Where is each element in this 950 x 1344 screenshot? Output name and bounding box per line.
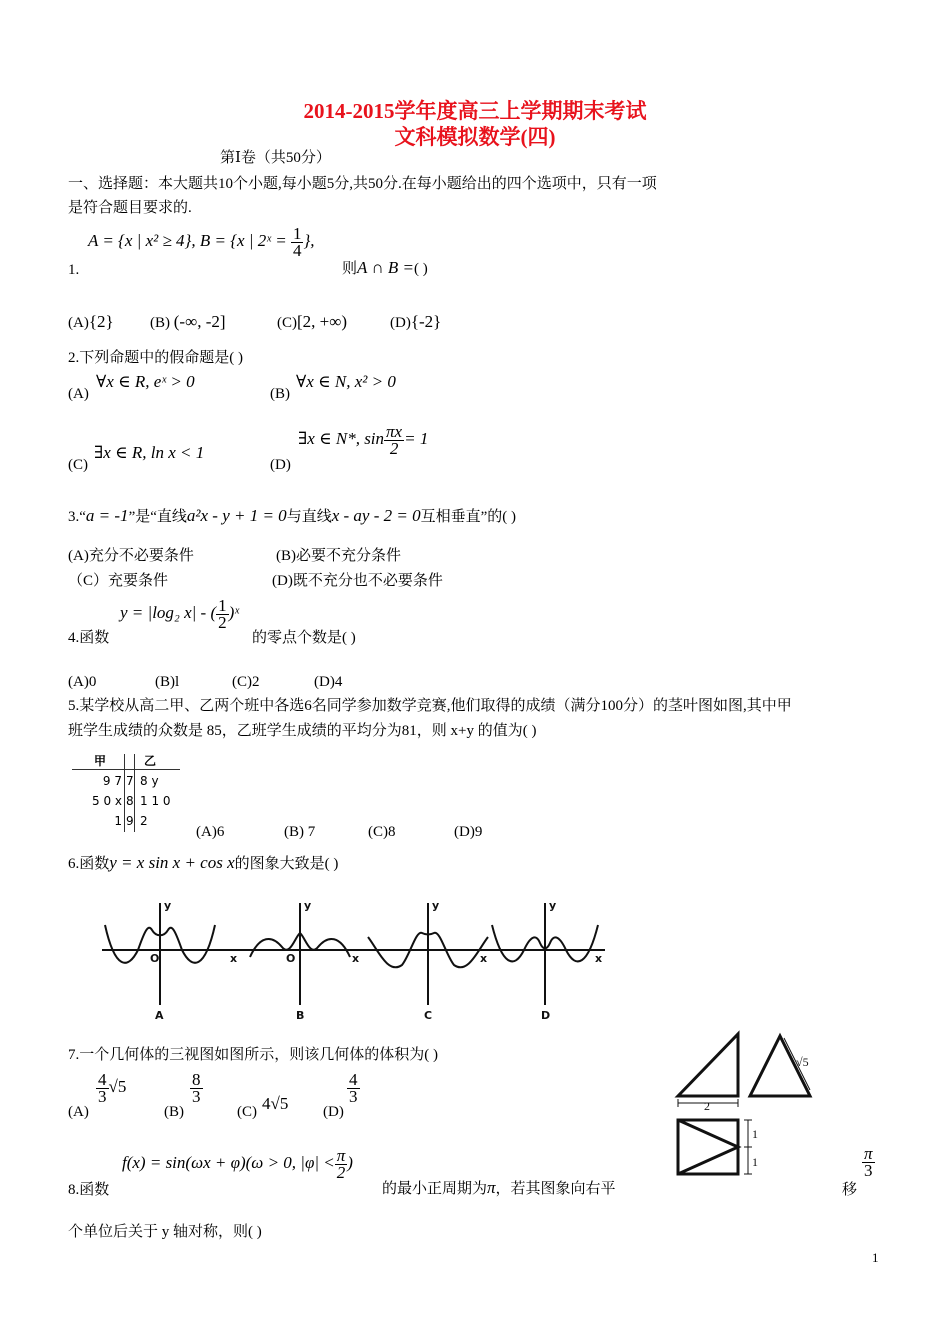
stem-row-3-left: 1 <box>114 814 122 828</box>
graph-a-y-label: y <box>164 899 172 912</box>
q5-line-2: 班学生成绩的众数是 85，乙班学生成绩的平均分为81，则 x+y 的值为( ) <box>68 723 537 739</box>
q3-option-c: （C）充要条件 <box>68 573 169 589</box>
q7-option-c: 4√5 <box>262 1094 289 1113</box>
stem-divider-vertical <box>124 754 125 832</box>
graph-label-a: A <box>155 1009 164 1022</box>
q5-option-b: (B) 7 <box>284 824 316 840</box>
q8-prefix: 8.函数 <box>68 1182 110 1198</box>
view-label-sqrt5: √5 <box>796 1055 809 1069</box>
front-view <box>678 1034 738 1096</box>
view-label-1b: 1 <box>752 1155 758 1169</box>
q1-option-a: (A){2} <box>68 312 114 331</box>
stem-row-1-stem: 7 <box>126 774 134 788</box>
q2-option-b-label: (B) <box>270 386 290 402</box>
q6-graphs <box>100 895 610 1025</box>
exam-title: 2014-2015学年度高三上学期期末考试 <box>303 99 647 123</box>
graph-label-b: B <box>296 1009 305 1022</box>
view-label-2: 2 <box>704 1099 710 1113</box>
q1-question: 则A ∩ B =( ) <box>342 258 428 277</box>
q5-option-d: (D)9 <box>454 824 483 840</box>
graph-a-x-label: x <box>230 952 238 965</box>
graph-b-x-label: x <box>352 952 360 965</box>
section-heading: 第Ⅰ卷（共50分） <box>220 150 331 166</box>
q3-stem: 3.“a = -1”是“直线a²x - y + 1 = 0与直线x - ay - 2 = 0互相垂直”的( ) <box>68 506 516 525</box>
stem-row-2-right: 1 1 0 <box>140 794 171 808</box>
q8-line-2: 个单位后关于 y 轴对称，则( ) <box>68 1224 262 1240</box>
q2-option-d-label: (D) <box>270 457 291 473</box>
q4-prefix: 4.函数 <box>68 630 110 646</box>
stem-row-2-left: 5 0 x <box>92 794 122 808</box>
stem-header-right: 乙 <box>144 754 157 768</box>
q5-line-1: 5.某学校从高二甲、乙两个班中各选6名同学参加数学竞赛,他们取得的成绩（满分100分）的茎叶图如图,其中甲 <box>68 698 792 714</box>
q7-option-a-label: (A) <box>68 1104 89 1120</box>
stem-divider-horizontal <box>72 769 180 770</box>
top-view-diagonals <box>678 1120 738 1174</box>
stem-row-3-right: 2 <box>140 814 148 828</box>
instructions-line-2: 是符合题目要求的. <box>68 200 192 216</box>
q2-option-c: ∃x ∈ R, ln x < 1 <box>94 443 205 462</box>
view-label-1a: 1 <box>752 1127 758 1141</box>
graph-c-x-label: x <box>480 952 488 965</box>
graph-d-y-label: y <box>549 899 557 912</box>
q5-option-c: (C)8 <box>368 824 396 840</box>
q5-option-a: (A)6 <box>196 824 225 840</box>
q2-option-a-label: (A) <box>68 386 89 402</box>
q4-option-b: (B)l <box>155 674 180 690</box>
q2-option-a: ∀x ∈ R, eˣ > 0 <box>96 372 195 391</box>
stem-row-1-right: 8 y <box>140 774 159 788</box>
q1-sets <box>88 226 315 259</box>
q1-fraction: $\frac{1}{4}$ <box>292 224 302 260</box>
q8-shift: $\frac{\pi}{3}$ <box>864 1144 873 1180</box>
q8-move: 移 <box>842 1182 858 1198</box>
exam-subtitle: 文科模拟数学(四) <box>394 125 556 149</box>
q7-option-a: $\frac{4}{3}$ √5 <box>98 1070 127 1106</box>
q1-set-a: A = {x | x² ≥ 4}, B = {x | 2ˣ = <box>88 231 291 251</box>
q1-option-d: (D){-2} <box>390 312 442 331</box>
page-number: 1 <box>872 1250 879 1265</box>
q4-function: y = |log₂ x| - ( $\frac{1}{2}$ )ˣ <box>120 596 240 632</box>
q2-stem: 2.下列命题中的假命题是( ) <box>68 350 243 366</box>
graph-label-d: D <box>541 1009 551 1022</box>
instructions-line-1: 一、选择题：本大题共10个小题,每小题5分,共50分.在每小题给出的四个选项中，只有一项 <box>68 176 657 192</box>
q7-option-b-label: (B) <box>164 1104 184 1120</box>
top-view <box>678 1120 738 1174</box>
q1-number: 1. <box>68 262 80 278</box>
graph-c-y-label: y <box>432 899 440 912</box>
q1-option-c: (C)[2, +∞) <box>277 312 348 331</box>
graph-b-origin: O <box>286 952 296 965</box>
q7-option-b: $\frac{8}{3}$ <box>192 1070 201 1106</box>
q1-set-b-end: }, <box>303 231 315 251</box>
stem-header-left: 甲 <box>94 754 107 768</box>
q3-option-a: (A)充分不必要条件 <box>68 548 194 564</box>
graph-a-origin: O <box>150 952 160 965</box>
q3-option-b: (B)必要不充分条件 <box>276 548 401 564</box>
q7-option-d-label: (D) <box>323 1104 344 1120</box>
q7-option-d: $\frac{4}{3}$ <box>349 1070 358 1106</box>
q2-option-b: ∀x ∈ N, x² > 0 <box>296 372 396 391</box>
q2-option-d: ∃x ∈ N*, sin $\frac{\pi x}{2}$ = 1 <box>298 422 429 458</box>
q8-function: f(x) = sin(ωx + φ)(ω > 0, |φ| < $\frac{\pi}{2}$ ) <box>122 1146 353 1182</box>
q1-option-b: (B) (-∞, -2] <box>150 312 226 331</box>
q4-suffix: 的零点个数是( ) <box>252 630 356 646</box>
stem-leaf-plot <box>72 752 182 832</box>
q3-option-d: (D)既不充分也不必要条件 <box>272 573 443 589</box>
q7-option-c-label: (C) <box>237 1104 257 1120</box>
graph-d-x-label: x <box>595 952 603 965</box>
graph-b-y-label: y <box>304 899 312 912</box>
stem-divider-vertical-2 <box>134 754 135 832</box>
q7-stem: 7.一个几何体的三视图如图所示，则该几何体的体积为( ) <box>68 1047 438 1063</box>
q4-option-a: (A)0 <box>68 674 97 690</box>
q2-option-c-label: (C) <box>68 457 88 473</box>
three-view-drawing <box>672 1028 832 1178</box>
q4-option-d: (D)4 <box>314 674 343 690</box>
stem-row-3-stem: 9 <box>126 814 134 828</box>
q4-option-c: (C)2 <box>232 674 260 690</box>
stem-row-2-stem: 8 <box>126 794 134 808</box>
stem-row-1-left: 9 7 <box>102 774 122 788</box>
q6-stem: 6.函数y = x sin x + cos x的图象大致是( ) <box>68 853 339 872</box>
graph-label-c: C <box>424 1009 433 1022</box>
q8-middle: 的最小正周期为π，若其图象向右平 <box>382 1178 616 1197</box>
